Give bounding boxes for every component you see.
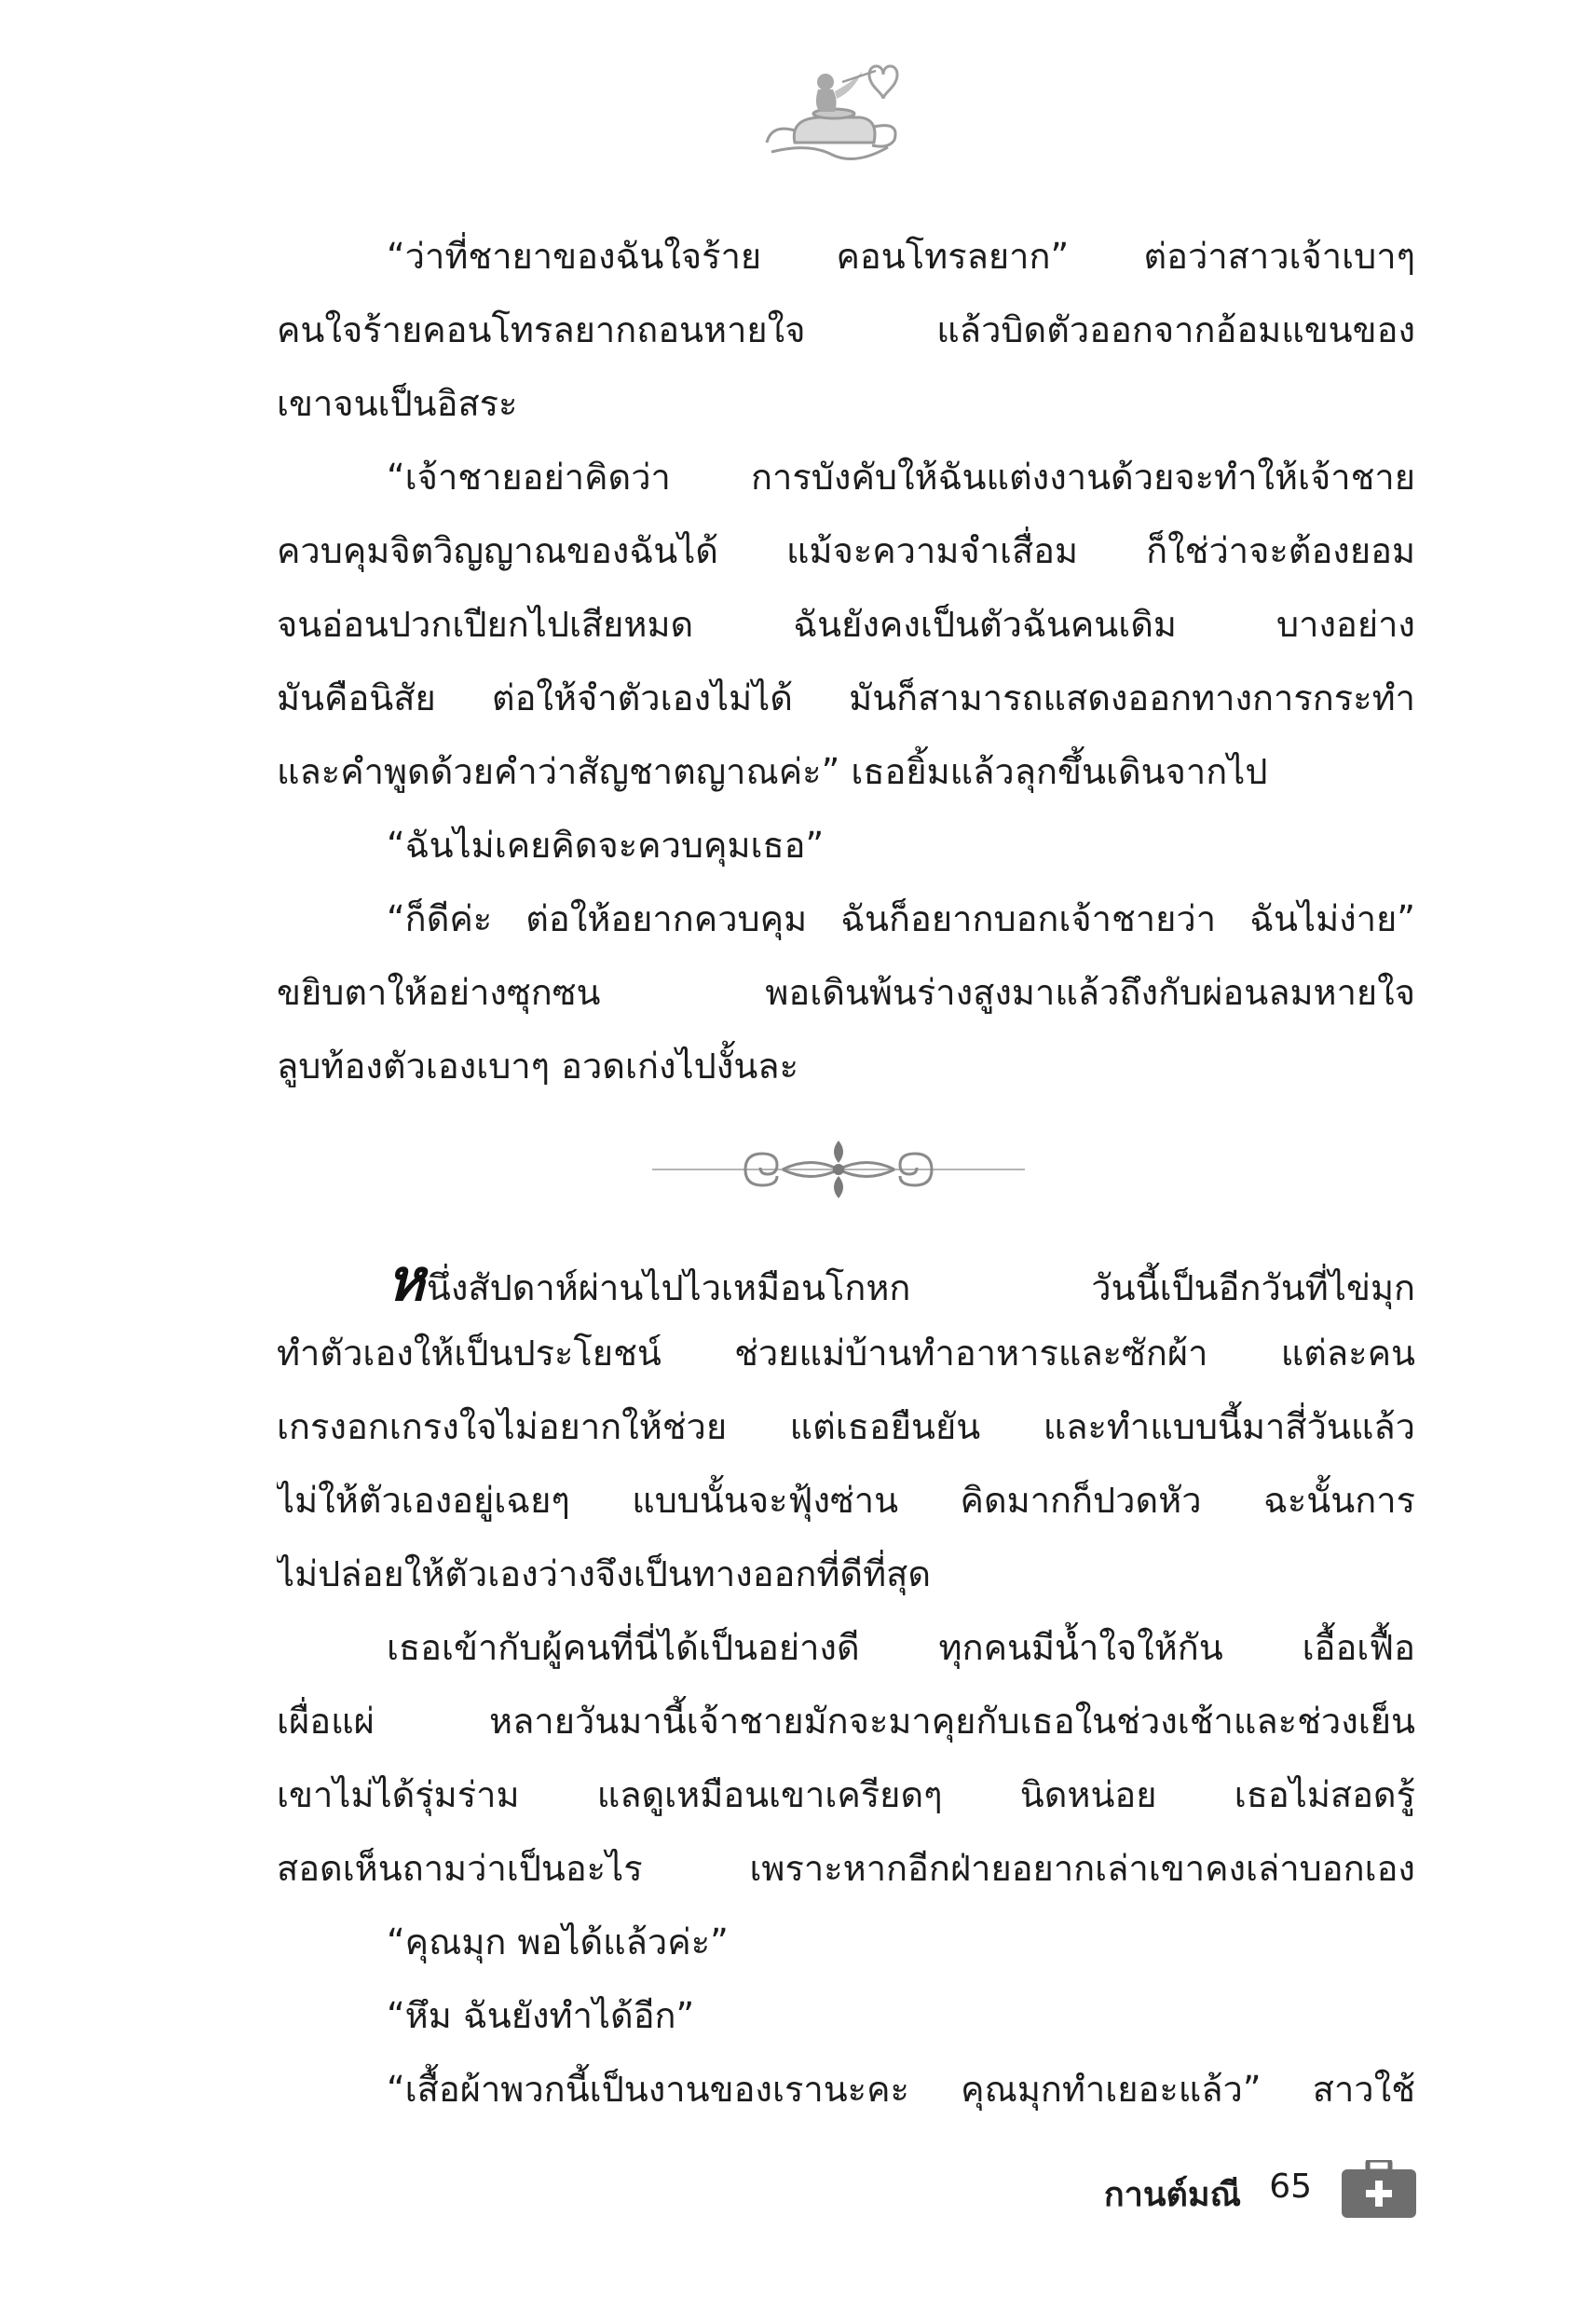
line-text: ลูบท้องตัวเองเบาๆ อวดเก่งไปงั้นละ — [277, 1046, 798, 1087]
passage-top-line — [277, 294, 1415, 367]
passage-bottom — [277, 1243, 1415, 2126]
passage-bottom-line — [277, 1758, 1415, 1832]
page-number: 65 — [1269, 2167, 1312, 2206]
passage-top-line — [277, 735, 1415, 809]
line-text: “ฉันไม่เคยคิดจะควบคุมเธอ” — [387, 825, 825, 866]
passage-top-line — [277, 367, 1415, 441]
line-text: ขยิบตาให้อย่างซุกซน พอเดินพ้นร่างสูงมาแล้วถึงกับผ่อนลมหายใจ — [277, 972, 1415, 1013]
line-text: มันคือนิสัย ต่อให้จำตัวเองไม่ได้ มันก็สามารถแสดงออกทางการกระทำ — [277, 677, 1415, 718]
passage-bottom-line — [277, 1906, 1415, 1979]
line-text: เขาจนเป็นอิสระ — [277, 383, 518, 424]
line-text: ทำตัวเองให้เป็นประโยชน์ ช่วยแม่บ้านทำอาหารและซักผ้า แต่ละคน — [277, 1333, 1415, 1374]
line-text: “หึม ฉันยังทำได้อีก” — [387, 1995, 695, 2036]
passage-top-line — [277, 588, 1415, 662]
passage-bottom-line — [277, 1611, 1415, 1685]
drop-cap: ห — [387, 1246, 425, 1314]
passage-bottom-line — [277, 1390, 1415, 1464]
line-text: “คุณมุก พอได้แล้วค่ะ” — [387, 1921, 729, 1962]
passage-top-line — [277, 514, 1415, 588]
line-text: ควบคุมจิตวิญญาณของฉันได้ แม้จะความจำเสื่อม ก็ใช่ว่าจะต้องยอม — [277, 530, 1415, 571]
passage-top-line — [277, 662, 1415, 735]
line-text: เธอเข้ากับผู้คนที่นี่ได้เป็นอย่างดี ทุกคนมีน้ำใจให้กัน เอื้อเฟื้อ — [387, 1627, 1415, 1668]
line-text: และคำพูดด้วยคำว่าสัญชาตญาณค่ะ” เธอยิ้มแล้วลุกขึ้นเดินจากไป — [277, 751, 1268, 792]
passage-top-line — [277, 1030, 1415, 1103]
line-text: เผื่อแผ่ หลายวันมานี้เจ้าชายมักจะมาคุยกับเธอในช่วงเช้าและช่วงเย็น — [277, 1701, 1415, 1742]
passage-top — [277, 220, 1415, 1103]
passage-bottom-line — [277, 1685, 1415, 1758]
book-title: กานต์มณี — [1103, 2176, 1241, 2214]
line-text: สอดเห็นถามว่าเป็นอะไร เพราะหากอีกฝ่ายอยากเล่าเขาคงเล่าบอกเอง — [277, 1848, 1415, 1889]
passage-bottom-line — [277, 1538, 1415, 1611]
page-footer — [1025, 2160, 1416, 2225]
line-text: เกรงอกเกรงใจไม่อยากให้ช่วย แต่เธอยืนยัน และทำแบบนี้มาสี่วันแล้ว — [277, 1406, 1415, 1447]
passage-bottom-line — [277, 2053, 1415, 2126]
line-text: “ว่าที่ชายาของฉันใจร้าย คอนโทรลยาก” ต่อว่าสาวเจ้าเบาๆ — [387, 236, 1415, 277]
line-text: “เสื้อผ้าพวกนี้เป็นงานของเรานะคะ คุณมุกทำเยอะแล้ว” สาวใช้ — [387, 2069, 1415, 2110]
passage-top-line — [277, 441, 1415, 514]
passage-top-line — [277, 956, 1415, 1030]
passage-top-line — [277, 220, 1415, 294]
cupid-teapot-ornament-icon — [753, 54, 911, 175]
passage-top-line — [277, 882, 1415, 956]
line-text: คนใจร้ายคอนโทรลยากถอนหายใจ แล้วบิดตัวออกจากอ้อมแขนของ — [277, 309, 1415, 350]
passage-bottom-line — [277, 1243, 1415, 1317]
passage-bottom-line — [277, 1317, 1415, 1390]
scroll-divider-icon — [652, 1128, 1025, 1211]
line-text: ไม่ปล่อยให้ตัวเองว่างจึงเป็นทางออกที่ดีที่สุด — [277, 1553, 932, 1594]
medical-kit-icon — [1342, 2160, 1416, 2218]
line-text: จนอ่อนปวกเปียกไปเสียหมด ฉันยังคงเป็นตัวฉันคนเดิม บางอย่าง — [277, 604, 1415, 645]
line-text: “เจ้าชายอย่าคิดว่า การบังคับให้ฉันแต่งงานด้วยจะทำให้เจ้าชาย — [387, 457, 1415, 498]
passage-bottom-line — [277, 1832, 1415, 1906]
passage-bottom-line — [277, 1979, 1415, 2053]
line-text: นึ่งสัปดาห์ผ่านไปไวเหมือนโกหก วันนี้เป็นอีกวันที่ไข่มุก — [426, 1267, 1415, 1308]
line-text: ไม่ให้ตัวเองอยู่เฉยๆ แบบนั้นจะฟุ้งซ่าน คิดมากก็ปวดหัว ฉะนั้นการ — [277, 1480, 1415, 1521]
passage-top-line — [277, 809, 1415, 882]
line-text: “ก็ดีค่ะ ต่อให้อยากควบคุม ฉันก็อยากบอกเจ้าชายว่า ฉันไม่ง่าย” — [387, 898, 1415, 939]
passage-bottom-line — [277, 1464, 1415, 1538]
line-text: เขาไม่ได้รุ่มร่าม แลดูเหมือนเขาเครียดๆ นิดหน่อย เธอไม่สอดรู้ — [277, 1774, 1415, 1815]
